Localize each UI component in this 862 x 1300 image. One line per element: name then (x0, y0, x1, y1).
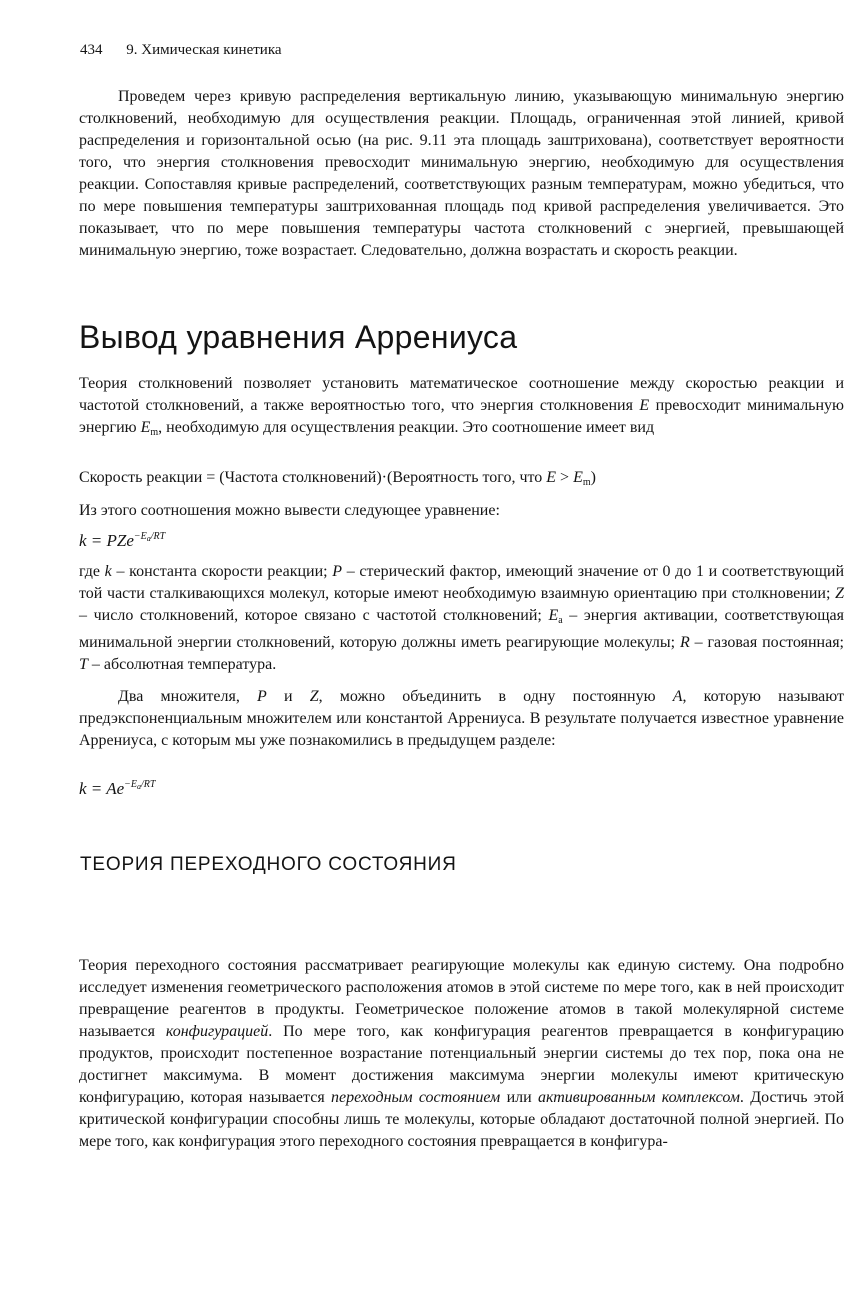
text-run: – газовая постоянная; (689, 634, 845, 651)
symbol-A: A (672, 688, 683, 705)
formula-pze (79, 526, 844, 552)
exp-tail: /RT (150, 531, 166, 542)
text-run: и (266, 688, 310, 705)
text-run: , можно объединить в одну постоянную (318, 688, 673, 705)
chapter-title: 9. Химическая кинетика (126, 42, 282, 58)
paragraph-transition-state (79, 955, 844, 1153)
subscript-m: m (582, 477, 591, 488)
text-run: превосходит минимальную энергию (79, 397, 844, 436)
page-number: 434 (80, 42, 103, 58)
text-run: где (79, 563, 105, 580)
symbol-R: R (679, 634, 690, 651)
exp-sub-a: a (137, 782, 141, 791)
text-run: – абсолютная температура. (87, 656, 277, 673)
derive-sentence: Из этого соотношения можно вывести следующее уравнение: (79, 502, 500, 519)
symbol-Em: E (140, 419, 151, 436)
symbol-Z: Z (309, 688, 319, 705)
text-run: . По мере того, как конфигурация реагентов превращается в конфигурацию продуктов, происходит постепенное возрастание потенциальный энергии системы до тех пор, пока она не достигнет максимума. В момент достижения максимума энергии молекулы имеют критическую конфигурацию, которая называется (79, 1023, 844, 1106)
paragraph-arrhenius-constant (79, 686, 844, 752)
symbol-Ea: E (548, 607, 559, 624)
exp-tail: /RT (141, 779, 156, 790)
text-run: – стерический фактор, имеющий значение от 0 до 1 и соответствующий той части сталкивающихся молекул, которые имеют необходимую взаимную ориентацию при столкновении; (79, 563, 845, 602)
closing-paren: ) (590, 469, 596, 486)
running-head (80, 42, 282, 59)
symbol-E: E (639, 397, 650, 414)
text-run: Скорость реакции = (Частота столкновений)·(Вероятность того, что (79, 469, 547, 486)
term-configuration: конфигурацией (165, 1023, 269, 1040)
term-transition-state: переходным состоянием (330, 1089, 501, 1106)
section-heading-transition-state: ТЕОРИЯ ПЕРЕХОДНОГО СОСТОЯНИЯ (80, 854, 457, 875)
section-heading-arrhenius: Вывод уравнения Аррениуса (79, 319, 518, 355)
formula-exponent (134, 531, 165, 542)
symbol-E: E (546, 469, 557, 486)
formula-arrhenius (79, 774, 844, 800)
paragraph-distribution: Проведем через кривую распределения вертикальную линию, указывающую минимальную энергию столкновений, необходимую для осуществления реакции. Площадь, ограниченная этой линией, кривой распределения и горизонтальной осью (на рис. 9.11 эта площадь заштрихована), соответствует вероятности того, что энергия столкновения превосходит минимальную энергию, необходимую для осуществления реакции. Сопоставляя кривые распределений, соответствующих разным температурам, можно убедиться, что по мере повышения температуры заштрихованная площадь под кривой распределения увеличивается. Это показывает, что по мере повышения температуры частота столкновений с энергией, превышающей минимальную энергию, тоже возрастает. Следовательно, должна возрастать и скорость реакции. (79, 88, 844, 259)
exp-sub-a: a (146, 534, 151, 543)
text-run: – число столкновений, которое связано с частотой столкновений; (79, 607, 549, 624)
subscript-m: m (150, 427, 159, 438)
text-run: . Достичь этой критической конфигурации способны лишь те молекулы, которые обладают достаточной полной энергией. По мере того, как конфигурация этого переходного состояния превращается в конфигура- (79, 1089, 845, 1150)
exp-E: −E (124, 779, 137, 790)
greater-than-sign: > (556, 469, 574, 486)
symbol-k: k (104, 563, 112, 580)
subscript-a: a (558, 615, 563, 626)
symbol-P: P (332, 563, 343, 580)
symbol-Em: E (573, 469, 583, 486)
paragraph-definitions (79, 561, 844, 676)
term-activated-complex: активированным комплексом (537, 1089, 740, 1106)
rate-relation (79, 467, 844, 494)
text-run: Теория переходного состояния рассматривает реагирующие молекулы как единую систему. Она подробно исследует изменения геометрического расположения атомов в этой системе по мере того, как в ней происходит превращение реагентов в продукты. Геометрическое положение атомов в такой молекулярной системе называется (79, 957, 844, 1040)
text-run: – энергия активации, соответствующая минимальной энергии столкновений, которую должны иметь реагирующие молекулы; (79, 607, 844, 651)
symbol-Z: Z (835, 585, 844, 602)
text-run: , которую называют предэкспоненциальным множителем или константой Аррениуса. В результате получается известное уравнение Аррениуса, с которым мы уже познакомились в предыдущем разделе: (79, 688, 845, 749)
formula-exponent (124, 779, 155, 790)
exp-E: −E (133, 531, 147, 542)
formula-main: k = PZe (79, 531, 134, 550)
text-run: Два множителя, (118, 688, 258, 705)
symbol-P: P (257, 688, 267, 705)
symbol-T: T (79, 656, 88, 673)
text-run: или (500, 1089, 538, 1106)
formula-main: k = Ae (79, 779, 125, 798)
text-run: – константа скорости реакции; (111, 563, 333, 580)
text-run: Теория столкновений позволяет установить математическое соотношение между скоростью реакции и частотой столкновений, а также вероятностью того, что энергия столкновения (79, 375, 844, 414)
paragraph-collision-theory (79, 373, 844, 444)
text-run: , необходимую для осуществления реакции. Это соотношение имеет вид (158, 419, 655, 436)
